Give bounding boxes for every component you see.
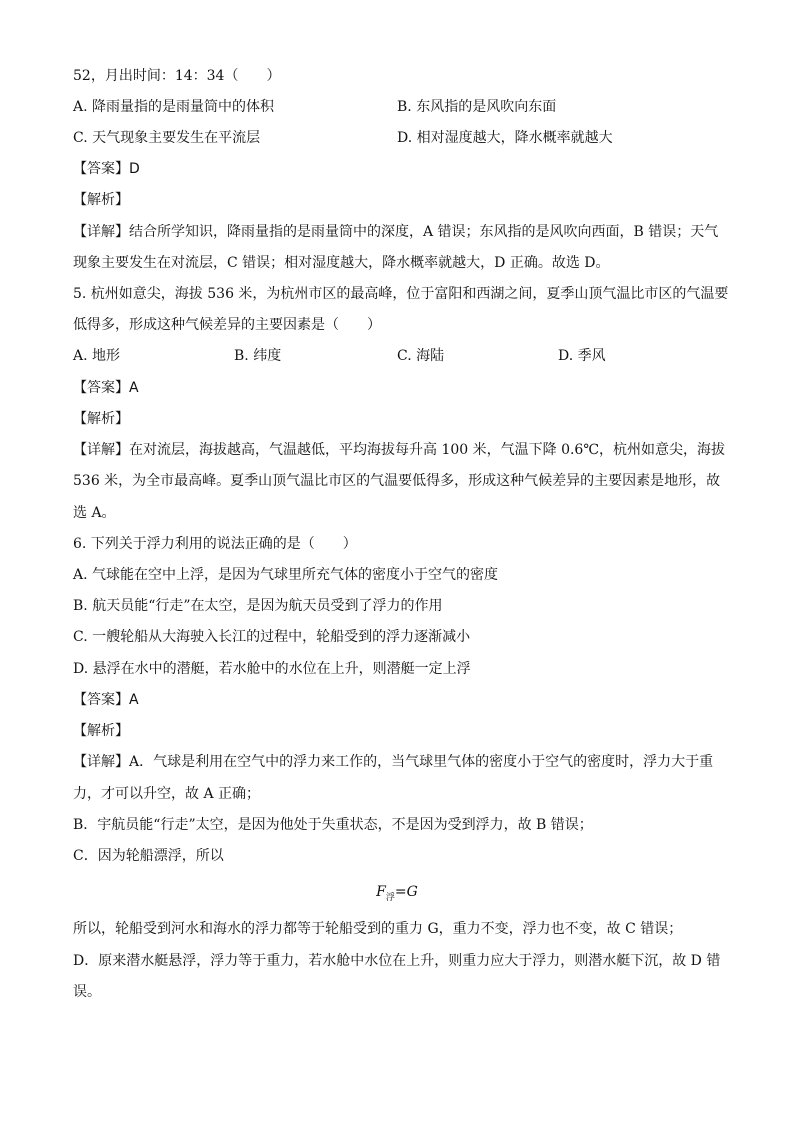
- answer-label: 【答案】D: [73, 161, 140, 177]
- options-row: [73, 346, 733, 366]
- option-b: B. 东风指的是风吹向东面: [397, 99, 557, 115]
- question-stem: 6. 下列关于浮力利用的说法正确的是（ ）: [73, 536, 357, 552]
- option-b: B. 航天员能“行走”在太空，是因为航天员受到了浮力的作用: [73, 598, 443, 614]
- option-b: B. 纬度: [234, 348, 282, 364]
- detail-text: 所以，轮船受到河水和海水的浮力都等于轮船受到的重力 G，重力不变，浮力也不变，故 C 错误；: [73, 921, 683, 937]
- analysis-label: 【解析】: [73, 411, 129, 427]
- option-c: C. 天气现象主要发生在平流层: [73, 130, 261, 146]
- question-stem: 低得多，形成这种气候差异的主要因素是（ ）: [73, 317, 381, 333]
- detail-text: 536 米，为全市最高峰。夏季山顶气温比市区的气温要低得多，形成这种气候差异的主要因素是地形，故: [73, 473, 721, 489]
- analysis-label: 【解析】: [73, 723, 129, 739]
- analysis-label: 【解析】: [73, 192, 129, 208]
- detail-text: 【详解】A．气球是利用在空气中的浮力来工作的，当气球里气体的密度小于空气的密度时，浮力大于重: [73, 754, 714, 770]
- detail-text: C．因为轮船漂浮，所以: [73, 848, 224, 864]
- option-a: A. 气球能在空中上浮，是因为气球里所充气体的密度小于空气的密度: [73, 567, 499, 583]
- detail-text: 现象主要发生在对流层，C 错误；相对湿度越大，降水概率就越大，D 正确。故选 D。: [73, 255, 610, 271]
- formula-rhs: =G: [394, 884, 418, 900]
- question-stem: 5. 杭州如意尖，海拔 536 米，为杭州市区的最高峰，位于富阳和西湖之间，夏季山顶气温比市区的气温要: [73, 286, 729, 302]
- option-c: C. 一艘轮船从大海驶入长江的过程中，轮船受到的浮力逐渐减小: [73, 629, 471, 645]
- option-c: C. 海陆: [397, 348, 445, 364]
- detail-text: 力，才可以升空，故 A 正确；: [73, 786, 261, 802]
- detail-text: 误。: [73, 984, 101, 1000]
- detail-text: D．原来潜水艇悬浮，浮力等于重力，若水舱中水位在上升，则重力应大于浮力，则潜水艇下沉，故 D 错: [73, 953, 721, 969]
- answer-label: 【答案】A: [73, 692, 139, 708]
- detail-text: 【详解】结合所学知识，降雨量指的是雨量筒中的深度，A 错误；东风指的是风吹向西面，B 错误；天气: [73, 224, 719, 240]
- option-a: A. 地形: [73, 348, 121, 364]
- option-d: D. 悬浮在水中的潜艇，若水舱中的水位在上升，则潜艇一定上浮: [73, 661, 471, 677]
- buoyancy-formula: [0, 882, 794, 902]
- option-a: A. 降雨量指的是雨量筒中的体积: [73, 99, 275, 115]
- detail-text: B．宇航员能“行走”太空，是因为他处于失重状态，不是因为受到浮力，故 B 错误；: [73, 817, 593, 833]
- detail-text: 【详解】在对流层，海拔越高，气温越低，平均海拔每升高 100 米，气温下降 0.6℃，杭州如意尖，海拔: [73, 442, 725, 458]
- option-d: D. 相对湿度越大，降水概率就越大: [397, 130, 613, 146]
- options-row: [73, 128, 733, 148]
- formula-lhs: F: [376, 884, 386, 900]
- detail-text: 选 A。: [73, 505, 116, 521]
- options-row: [73, 97, 733, 117]
- question-stem: 52，月出时间：14：34（ ）: [73, 68, 281, 84]
- answer-label: 【答案】A: [73, 380, 139, 396]
- option-d: D. 季风: [558, 348, 606, 364]
- formula-subscript: 浮: [385, 892, 395, 903]
